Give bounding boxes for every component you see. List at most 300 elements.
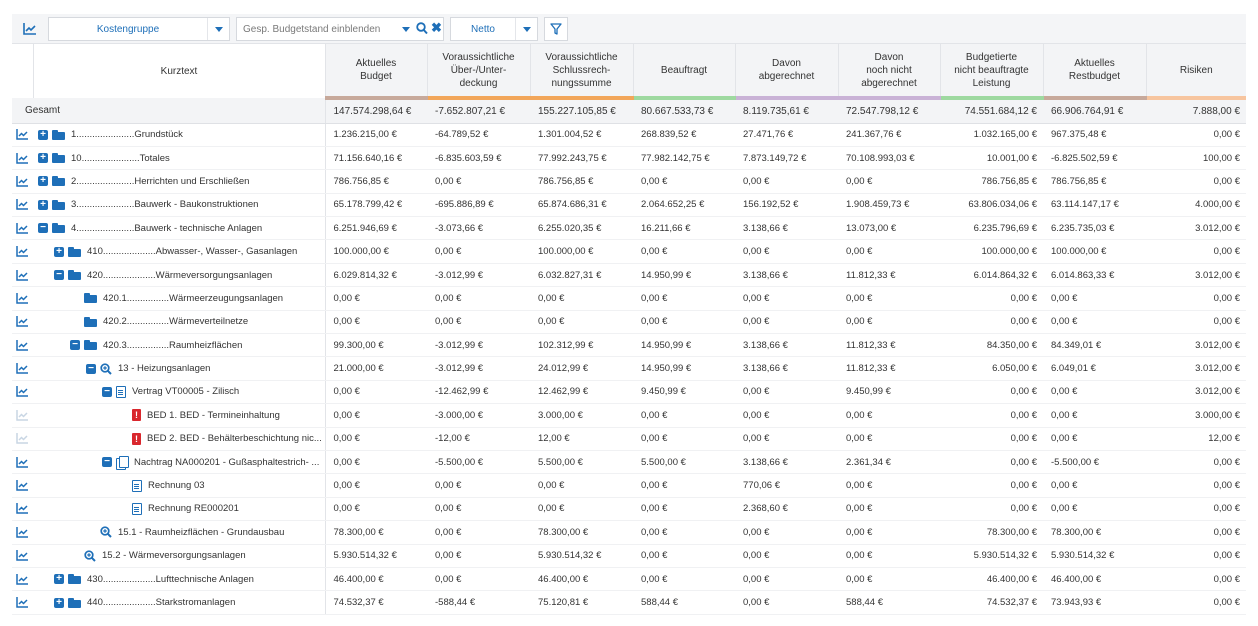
header-kurztext[interactable]: Kurztext (33, 44, 325, 98)
value-cell: 0,00 € (838, 544, 940, 567)
value-cell: 3.138,66 € (735, 450, 838, 473)
table-row[interactable] (12, 170, 1246, 193)
total-value: 72.547.798,12 € (838, 98, 940, 123)
table-row[interactable] (12, 334, 1246, 357)
budget-table (12, 44, 1246, 615)
value-cell: 0,00 € (1043, 427, 1146, 450)
row-name-cell (33, 450, 325, 473)
row-name-cell (33, 310, 325, 333)
trend-chart-icon (16, 410, 29, 421)
value-cell: 0,00 € (325, 427, 427, 450)
zoom-in-icon (84, 550, 96, 562)
value-cell: 0,00 € (838, 497, 940, 520)
value-cell: 6.049,01 € (1043, 357, 1146, 380)
value-cell: 5.500,00 € (633, 450, 735, 473)
trend-chart-icon (16, 550, 29, 561)
value-cell: 0,00 € (633, 170, 735, 193)
filter-icon (550, 23, 562, 35)
header-aktuelles-budget[interactable]: Aktuelles Budget (325, 44, 427, 98)
value-cell: 0,00 € (427, 567, 530, 590)
value-cell: 4.000,00 € (1146, 193, 1246, 216)
total-value: -7.652.807,21 € (427, 98, 530, 123)
expand-icon[interactable]: + (54, 574, 64, 584)
header-risiken[interactable]: Risiken (1146, 44, 1246, 98)
net-select[interactable] (450, 17, 538, 41)
header-davon-abgerechnet[interactable]: Davon abgerechnet (735, 44, 838, 98)
value-cell: 0,00 € (633, 497, 735, 520)
value-cell: 0,00 € (1043, 287, 1146, 310)
trend-chart-icon (16, 503, 29, 514)
value-cell: 0,00 € (633, 404, 735, 427)
value-cell: 0,00 € (325, 497, 427, 520)
value-cell: 6.050,00 € (940, 357, 1043, 380)
table-row[interactable] (12, 310, 1246, 333)
trend-chart-icon (16, 574, 29, 585)
value-cell: -3.000,00 € (427, 404, 530, 427)
table-row[interactable] (12, 521, 1246, 544)
row-name-cell (33, 146, 325, 169)
value-cell: 0,00 € (838, 287, 940, 310)
trend-chart-icon (16, 457, 29, 468)
table-row[interactable] (12, 357, 1246, 380)
value-cell: 0,00 € (1146, 497, 1246, 520)
value-cell: 0,00 € (838, 474, 940, 497)
value-cell: 0,00 € (427, 240, 530, 263)
trend-chart-icon (16, 270, 29, 281)
row-chart-button[interactable] (12, 263, 33, 286)
row-label: 15.2 - Wärmeversorgungsanlagen (102, 550, 246, 562)
row-label: 420....................Wärmeversorgungsanlagen (87, 269, 273, 281)
row-label: 15.1 - Raumheizflächen - Grundausbau (118, 526, 285, 538)
value-cell: 0,00 € (1043, 497, 1146, 520)
trend-chart-icon (16, 597, 29, 608)
value-cell: 0,00 € (633, 567, 735, 590)
value-cell: 100,00 € (1146, 146, 1246, 169)
value-cell: 0,00 € (633, 240, 735, 263)
value-cell: 0,00 € (1146, 474, 1246, 497)
row-name-cell (33, 217, 325, 240)
table-row[interactable] (12, 404, 1246, 427)
trend-chart-icon (16, 363, 29, 374)
row-label: 3......................Bauwerk - Baukonstruktionen (71, 199, 259, 211)
value-cell: 0,00 € (633, 521, 735, 544)
value-cell: 0,00 € (735, 427, 838, 450)
value-cell: 0,00 € (735, 404, 838, 427)
value-cell: 78.300,00 € (940, 521, 1043, 544)
value-cell: 0,00 € (1146, 240, 1246, 263)
value-cell: 63.114.147,17 € (1043, 193, 1146, 216)
value-cell: -695.886,89 € (427, 193, 530, 216)
value-cell: 0,00 € (1146, 591, 1246, 614)
value-cell: 786.756,85 € (530, 170, 633, 193)
value-cell: 0,00 € (427, 310, 530, 333)
total-label: Gesamt (12, 98, 325, 123)
value-cell: 84.349,01 € (1043, 334, 1146, 357)
trend-chart-icon (16, 316, 29, 327)
value-cell: 1.236.215,00 € (325, 123, 427, 146)
zoom-in-icon (100, 363, 112, 375)
table-row[interactable] (12, 380, 1246, 403)
value-cell: 99.300,00 € (325, 334, 427, 357)
row-chart-button[interactable] (12, 357, 33, 380)
header-trend-spacer (12, 44, 33, 98)
trend-chart-icon (16, 199, 29, 210)
value-cell: 100.000,00 € (1043, 240, 1146, 263)
value-cell: 16.211,66 € (633, 217, 735, 240)
row-label: 2......................Herrichten und Erschließen (71, 175, 250, 187)
header-ueber-unterdeckung[interactable]: Voraussichtliche Über-/Unter- deckung (427, 44, 530, 98)
chevron-down-icon[interactable] (402, 27, 410, 32)
value-cell: 6.014.863,33 € (1043, 263, 1146, 286)
row-label: 1......................Grundstück (71, 129, 183, 141)
row-name-cell (33, 474, 325, 497)
value-cell: 0,00 € (325, 380, 427, 403)
trend-chart-icon (16, 129, 29, 140)
value-cell: 0,00 € (735, 287, 838, 310)
folder-icon (52, 176, 65, 186)
row-chart-button[interactable] (12, 544, 33, 567)
row-label: Nachtrag NA000201 - Gußasphaltestrich- ... (134, 456, 320, 468)
value-cell: -6.825.502,59 € (1043, 146, 1146, 169)
value-cell: 0,00 € (735, 380, 838, 403)
value-cell: 46.400,00 € (325, 567, 427, 590)
row-name-cell (33, 193, 325, 216)
total-value: 66.906.764,91 € (1043, 98, 1146, 123)
search-icon[interactable] (416, 22, 428, 35)
folder-icon (68, 574, 81, 584)
value-cell: 5.930.514,32 € (530, 544, 633, 567)
expand-icon[interactable]: + (38, 200, 48, 210)
value-cell: 2.064.652,25 € (633, 193, 735, 216)
value-cell: 5.930.514,32 € (940, 544, 1043, 567)
row-chart-button[interactable] (12, 427, 33, 450)
value-cell: 3.000,00 € (530, 404, 633, 427)
value-cell: 0,00 € (1043, 310, 1146, 333)
value-cell: 84.350,00 € (940, 334, 1043, 357)
row-label: Rechnung 03 (148, 480, 205, 492)
header-budgetierte-leistung[interactable]: Budgetierte nicht beauftragte Leistung (940, 44, 1043, 98)
header-beauftragt[interactable]: Beauftragt (633, 44, 735, 98)
value-cell: 3.012,00 € (1146, 217, 1246, 240)
value-cell: 5.500,00 € (530, 450, 633, 473)
row-chart-button[interactable] (12, 591, 33, 614)
folder-icon (68, 598, 81, 608)
row-name-cell (33, 357, 325, 380)
row-name-cell (33, 521, 325, 544)
row-chart-button[interactable] (12, 380, 33, 403)
header-restbudget[interactable]: Aktuelles Restbudget (1043, 44, 1146, 98)
value-cell: 0,00 € (633, 427, 735, 450)
row-chart-button[interactable] (12, 567, 33, 590)
value-cell: -12,00 € (427, 427, 530, 450)
value-cell: 0,00 € (940, 287, 1043, 310)
collapse-icon[interactable]: − (54, 270, 64, 280)
row-label: Vertrag VT00005 - Zilisch (132, 386, 240, 398)
total-value: 8.119.735,61 € (735, 98, 838, 123)
value-cell: 0,00 € (1146, 567, 1246, 590)
row-chart-button[interactable] (12, 217, 33, 240)
value-cell: 0,00 € (427, 497, 530, 520)
value-cell: 0,00 € (940, 404, 1043, 427)
value-cell: 46.400,00 € (530, 567, 633, 590)
row-label: BED 2. BED - Behälterbeschichtung nic... (147, 433, 322, 445)
header-schlussrechnungssumme[interactable]: Voraussichtliche Schlussrech- nungssumme (530, 44, 633, 98)
table-row[interactable] (12, 474, 1246, 497)
row-name-cell (33, 240, 325, 263)
value-cell: 6.032.827,31 € (530, 263, 633, 286)
value-cell: 0,00 € (1146, 310, 1246, 333)
row-name-cell (33, 427, 325, 450)
value-cell: 0,00 € (325, 310, 427, 333)
value-cell: 0,00 € (1146, 521, 1246, 544)
row-chart-button[interactable] (12, 334, 33, 357)
table-row[interactable] (12, 591, 1246, 614)
value-cell: 12.462,99 € (530, 380, 633, 403)
value-cell: 9.450,99 € (633, 380, 735, 403)
value-cell: 0,00 € (735, 567, 838, 590)
value-cell: 100.000,00 € (325, 240, 427, 263)
value-cell: 0,00 € (735, 544, 838, 567)
trend-chart-icon (16, 293, 29, 304)
row-label: Rechnung RE000201 (148, 503, 239, 515)
row-label: 13 - Heizungsanlagen (118, 363, 211, 375)
value-cell: 63.806.034,06 € (940, 193, 1043, 216)
value-cell: 0,00 € (1146, 170, 1246, 193)
value-cell: 3.138,66 € (735, 217, 838, 240)
value-cell: 588,44 € (633, 591, 735, 614)
budget-state-field[interactable] (236, 17, 444, 41)
collapse-icon[interactable]: − (38, 223, 48, 233)
value-cell: 21.000,00 € (325, 357, 427, 380)
value-cell: 0,00 € (633, 474, 735, 497)
chevron-down-icon[interactable] (207, 18, 229, 40)
value-cell: -5.500,00 € (427, 450, 530, 473)
value-cell: 0,00 € (838, 567, 940, 590)
document-icon (132, 503, 142, 515)
clear-icon[interactable]: ✖ (431, 20, 442, 35)
folder-icon (84, 317, 97, 327)
toolbar (12, 14, 1246, 44)
row-chart-button[interactable] (12, 287, 33, 310)
value-cell: 3.012,00 € (1146, 263, 1246, 286)
row-name-cell (33, 123, 325, 146)
value-cell: 0,00 € (735, 310, 838, 333)
folder-icon (52, 130, 65, 140)
row-chart-button[interactable] (12, 497, 33, 520)
trend-chart-icon (16, 480, 29, 491)
row-chart-button[interactable] (12, 450, 33, 473)
value-cell: 0,00 € (325, 450, 427, 473)
value-cell: 0,00 € (1043, 380, 1146, 403)
row-label: 420.1................Wärmeerzeugungsanlagen (103, 292, 284, 304)
table-row[interactable] (12, 544, 1246, 567)
row-chart-button[interactable] (12, 404, 33, 427)
row-name-cell (33, 170, 325, 193)
value-cell: 0,00 € (940, 380, 1043, 403)
value-cell: 3.138,66 € (735, 357, 838, 380)
chevron-down-icon[interactable] (515, 18, 537, 40)
expand-icon[interactable]: + (38, 153, 48, 163)
total-row (12, 98, 1246, 123)
chart-toggle-button[interactable] (16, 16, 44, 42)
value-cell: 0,00 € (427, 170, 530, 193)
folder-icon (52, 200, 65, 210)
table-row[interactable] (12, 217, 1246, 240)
value-cell: 78.300,00 € (530, 521, 633, 544)
row-name-cell (33, 404, 325, 427)
value-cell: 14.950,99 € (633, 263, 735, 286)
value-cell: 9.450,99 € (838, 380, 940, 403)
table-header (12, 44, 1246, 98)
value-cell: 0,00 € (1043, 474, 1146, 497)
table-row[interactable] (12, 240, 1246, 263)
value-cell: 0,00 € (1146, 450, 1246, 473)
collapse-icon[interactable]: − (86, 364, 96, 374)
value-cell: 786.756,85 € (940, 170, 1043, 193)
value-cell: 5.930.514,32 € (325, 544, 427, 567)
value-cell: 268.839,52 € (633, 123, 735, 146)
row-label: 440....................Starkstromanlagen (87, 597, 236, 608)
collapse-icon[interactable]: − (102, 387, 112, 397)
value-cell: -3.073,66 € (427, 217, 530, 240)
value-cell: 65.178.799,42 € (325, 193, 427, 216)
value-cell: 6.029.814,32 € (325, 263, 427, 286)
warning-document-icon: ! (132, 433, 141, 445)
value-cell: 3.012,00 € (1146, 380, 1246, 403)
value-cell: 0,00 € (427, 287, 530, 310)
row-chart-button[interactable] (12, 123, 33, 146)
budget-state-input[interactable] (243, 22, 393, 37)
value-cell: 0,00 € (325, 474, 427, 497)
value-cell: -5.500,00 € (1043, 450, 1146, 473)
value-cell: 0,00 € (427, 474, 530, 497)
row-label: 10......................Totales (71, 152, 170, 164)
expand-icon[interactable]: + (54, 598, 64, 608)
value-cell: 3.138,66 € (735, 263, 838, 286)
value-cell: 3.012,00 € (1146, 334, 1246, 357)
row-chart-button[interactable] (12, 193, 33, 216)
value-cell: 1.908.459,73 € (838, 193, 940, 216)
table-row[interactable] (12, 123, 1246, 146)
value-cell: 6.251.946,69 € (325, 217, 427, 240)
trend-chart-icon (16, 246, 29, 257)
value-cell: 2.361,34 € (838, 450, 940, 473)
row-chart-button[interactable] (12, 146, 33, 169)
value-cell: 6.235.796,69 € (940, 217, 1043, 240)
expand-icon[interactable]: + (54, 247, 64, 257)
table-row[interactable] (12, 263, 1246, 286)
value-cell: 588,44 € (838, 591, 940, 614)
value-cell: -3.012,99 € (427, 357, 530, 380)
group-select-label: Kostengruppe (96, 23, 160, 35)
expand-icon[interactable]: + (38, 176, 48, 186)
expand-icon[interactable]: + (38, 130, 48, 140)
value-cell: 770,06 € (735, 474, 838, 497)
value-cell: 241.367,76 € (838, 123, 940, 146)
filter-button[interactable] (544, 17, 568, 41)
value-cell: -588,44 € (427, 591, 530, 614)
row-label: 410....................Abwasser-, Wasser-, Gasanlagen (87, 246, 298, 258)
value-cell: 0,00 € (633, 544, 735, 567)
value-cell: 0,00 € (530, 287, 633, 310)
value-cell: 0,00 € (530, 474, 633, 497)
row-label: 420.3................Raumheizflächen (103, 339, 243, 351)
value-cell: 100.000,00 € (530, 240, 633, 263)
trend-chart-icon (16, 433, 29, 444)
table-row[interactable] (12, 567, 1246, 590)
value-cell: 12,00 € (1146, 427, 1246, 450)
value-cell: 0,00 € (325, 287, 427, 310)
row-chart-button[interactable] (12, 474, 33, 497)
value-cell: 27.471,76 € (735, 123, 838, 146)
value-cell: 11.812,33 € (838, 334, 940, 357)
row-chart-button[interactable] (12, 521, 33, 544)
total-value: 147.574.298,64 € (325, 98, 427, 123)
value-cell: 6.014.864,32 € (940, 263, 1043, 286)
folder-icon (84, 293, 97, 303)
row-chart-button[interactable] (12, 310, 33, 333)
value-cell: 156.192,52 € (735, 193, 838, 216)
row-chart-button[interactable] (12, 170, 33, 193)
total-value: 7.888,00 € (1146, 98, 1246, 123)
value-cell: 0,00 € (940, 497, 1043, 520)
value-cell: 46.400,00 € (940, 567, 1043, 590)
value-cell: 13.073,00 € (838, 217, 940, 240)
value-cell: 1.301.004,52 € (530, 123, 633, 146)
folder-icon (52, 223, 65, 233)
value-cell: 7.873.149,72 € (735, 146, 838, 169)
row-label: 430....................Lufttechnische Anlagen (87, 573, 254, 585)
value-cell: 0,00 € (838, 240, 940, 263)
group-select[interactable] (48, 17, 230, 41)
table-row[interactable] (12, 427, 1246, 450)
trend-chart-icon (16, 223, 29, 234)
value-cell: -6.835.603,59 € (427, 146, 530, 169)
trend-chart-icon (16, 153, 29, 164)
folder-icon (84, 340, 97, 350)
row-chart-button[interactable] (12, 240, 33, 263)
row-name-cell (33, 497, 325, 520)
collapse-icon[interactable]: − (102, 457, 112, 467)
value-cell: 70.108.993,03 € (838, 146, 940, 169)
value-cell: 3.000,00 € (1146, 404, 1246, 427)
header-davon-nicht-abgerechnet[interactable]: Davon noch nicht abgerechnet (838, 44, 940, 98)
value-cell: 0,00 € (838, 427, 940, 450)
table-row[interactable] (12, 193, 1246, 216)
zoom-in-icon (100, 526, 112, 538)
value-cell: -12.462,99 € (427, 380, 530, 403)
value-cell: -64.789,52 € (427, 123, 530, 146)
table-row[interactable] (12, 287, 1246, 310)
value-cell: 100.000,00 € (940, 240, 1043, 263)
collapse-icon[interactable]: − (70, 340, 80, 350)
value-cell: 24.012,99 € (530, 357, 633, 380)
value-cell: 74.532,37 € (325, 591, 427, 614)
value-cell: 0,00 € (633, 287, 735, 310)
value-cell: 78.300,00 € (325, 521, 427, 544)
value-cell: 3.012,00 € (1146, 357, 1246, 380)
table-row[interactable] (12, 450, 1246, 473)
documents-icon (116, 456, 128, 468)
table-row[interactable] (12, 497, 1246, 520)
table-row[interactable] (12, 146, 1246, 169)
document-icon (116, 386, 126, 398)
trend-chart-icon (16, 176, 29, 187)
folder-icon (68, 247, 81, 257)
value-cell: 11.812,33 € (838, 263, 940, 286)
row-name-cell (33, 334, 325, 357)
document-icon (132, 480, 142, 492)
